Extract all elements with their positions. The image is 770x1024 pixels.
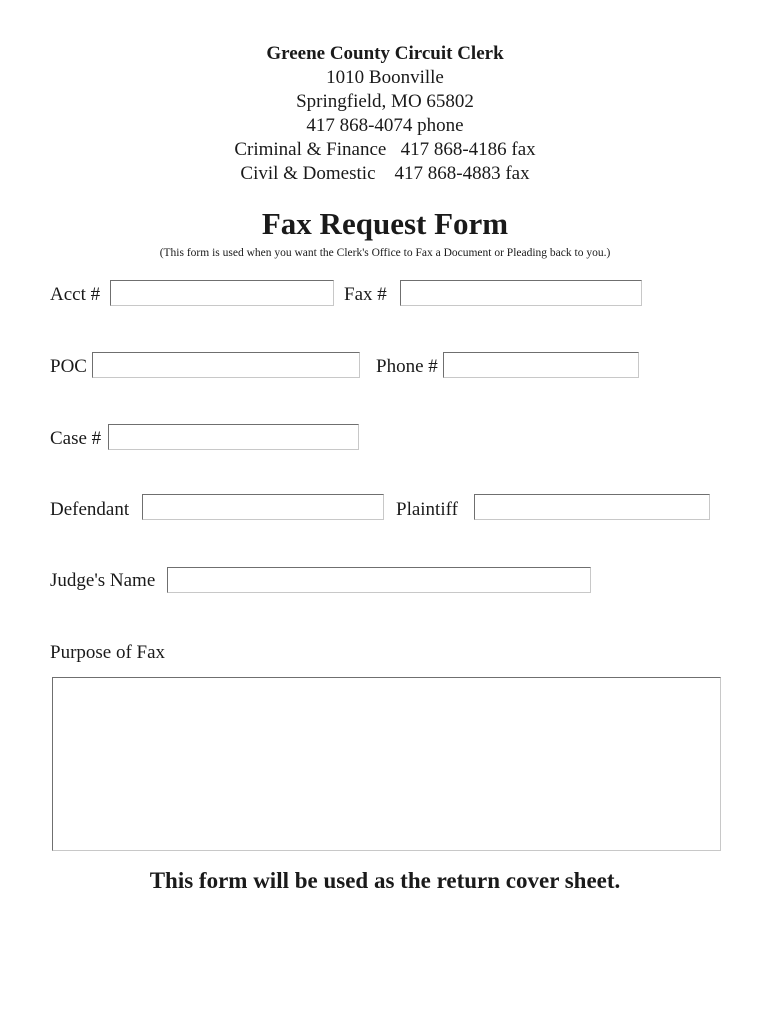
defendant-label: Defendant <box>50 499 130 520</box>
clerk-office-header <box>0 42 770 186</box>
phone-label: Phone # <box>376 356 438 377</box>
poc-field[interactable] <box>92 352 360 378</box>
defendant-field[interactable] <box>142 494 384 520</box>
civil-domestic-fax-line: Civil & Domestic 417 868-4883 fax <box>240 163 530 184</box>
criminal-finance-fax-line: Criminal & Finance 417 868-4186 fax <box>234 139 536 160</box>
purpose-of-fax-textarea[interactable] <box>52 677 721 851</box>
fax-label: Fax # <box>344 284 387 305</box>
judge-name-label: Judge's Name <box>50 570 156 591</box>
city-line: Springfield, MO 65802 <box>296 91 474 112</box>
plaintiff-label: Plaintiff <box>396 499 458 520</box>
acct-number-field[interactable] <box>110 280 334 306</box>
form-subtitle: (This form is used when you want the Clerk's Office to Fax a Document or Pleading back to you.) <box>159 247 611 259</box>
judge-name-field[interactable] <box>167 567 591 593</box>
return-cover-sheet-note: This form will be used as the return cover sheet. <box>149 868 621 893</box>
form-title: Fax Request Form <box>261 206 509 241</box>
fax-number-field[interactable] <box>400 280 642 306</box>
phone-number-field[interactable] <box>443 352 639 378</box>
case-label: Case # <box>50 428 102 449</box>
plaintiff-field[interactable] <box>474 494 710 520</box>
purpose-of-fax-label: Purpose of Fax <box>50 642 166 663</box>
address-line: 1010 Boonville <box>326 67 444 88</box>
case-number-field[interactable] <box>108 424 359 450</box>
phone-line: 417 868-4074 phone <box>306 115 464 136</box>
poc-label: POC <box>50 356 87 377</box>
acct-label: Acct # <box>50 284 101 305</box>
org-name: Greene County Circuit Clerk <box>266 43 504 64</box>
